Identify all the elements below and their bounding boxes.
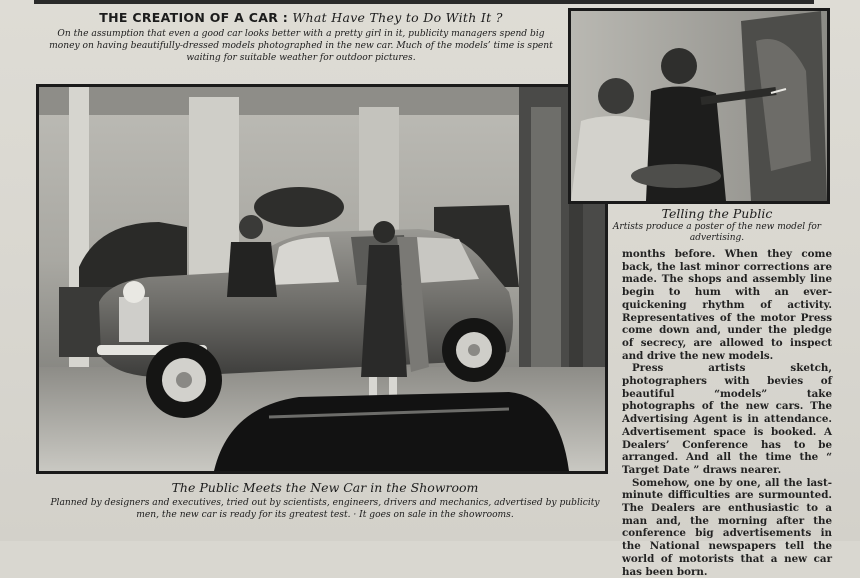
header-caption: On the assumption that even a good car looks better with a pretty girl in it, publicity managers spend big money on having beautifully-dressed models photographed in the new car. Much of the models’ time is spent waiting for suitable weather for outdoor pictures. <box>49 29 553 63</box>
title-sub: What Have They to Do With It ? <box>292 10 503 25</box>
article-header <box>40 8 562 80</box>
body-paragraph-1: months before. When they come back, the last minor corrections are made. The shops and assembly line begin to hum with an ever-quickening rhythm of activity. Representatives of the motor Press come down and, under the pledge of secrecy, are allowed to inspect and drive the new models. <box>622 248 832 362</box>
showroom-caption-title: The Public Meets the New Car in the Showroom <box>171 480 479 495</box>
showroom-caption <box>50 480 600 521</box>
article-body <box>622 248 832 578</box>
title-main: THE CREATION OF A CAR : <box>99 10 289 25</box>
artists-caption-text: Artists produce a poster of the new model for advertising. <box>612 222 822 243</box>
artists-caption <box>606 207 828 244</box>
artists-photo <box>568 8 830 204</box>
showroom-photo <box>36 84 608 474</box>
body-paragraph-2: Press artists sketch, photographers with bevies of beautiful “models” take photographs of the new cars. The Advertising Agent is in attendance. Advertisement space is booked. A Dealers’ Conference has to be arranged. And all the time the “ Target Date ” draws nearer. <box>622 362 832 476</box>
body-paragraph-3: Somehow, one by one, all the last-minute difficulties are surmounted. The Dealers are enthusiastic to a man and, the morning after the conference big advertisements in the National newspapers tell the world of motorists that a new car has been born. <box>622 476 832 578</box>
artists-caption-title: Telling the Public <box>661 206 773 221</box>
showroom-caption-text: Planned by designers and executives, tried out by scientists, engineers, drivers and mechanics, advertised by publicity men, the new car is ready for its greatest test. · It goes on sale in the showrooms. <box>50 498 600 520</box>
top-rule <box>34 0 814 4</box>
article-title <box>40 10 562 26</box>
artists-photo-image <box>571 11 827 201</box>
showroom-photo-image <box>39 87 605 471</box>
